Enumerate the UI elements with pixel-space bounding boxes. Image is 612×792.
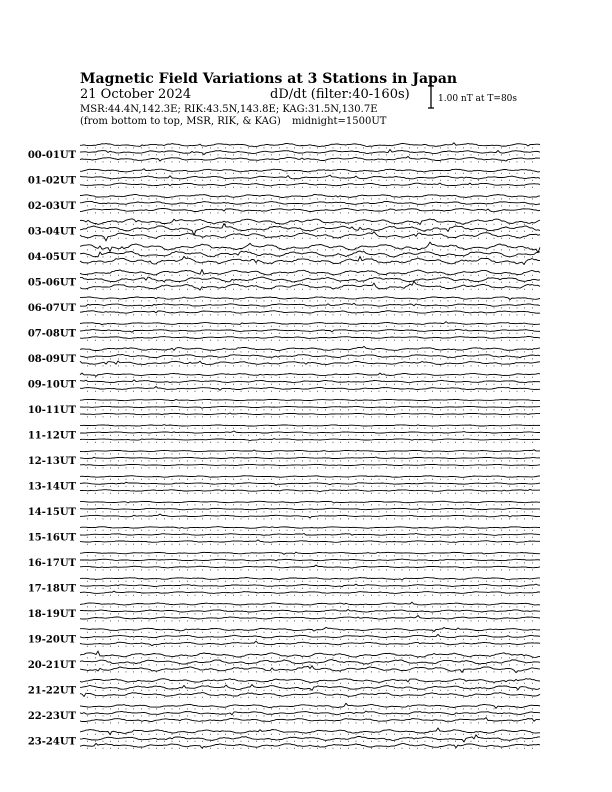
trace-msr-01-02UT <box>80 169 540 172</box>
trace-kag-21-22UT <box>80 693 540 697</box>
hour-label: 22-23UT <box>27 711 76 722</box>
trace-msr-02-03UT <box>80 194 540 197</box>
hour-label: 02-03UT <box>27 201 76 212</box>
chart-title: Magnetic Field Variations at 3 Stations in Japan <box>80 71 458 87</box>
trace-kag-07-08UT <box>80 337 540 339</box>
trace-kag-13-14UT <box>80 489 540 491</box>
trace-msr-19-20UT <box>80 627 540 631</box>
station-order-note: (from bottom to top, MSR, RIK, & KAG) <box>80 116 281 127</box>
trace-msr-23-24UT <box>80 728 540 734</box>
hour-label: 08-09UT <box>27 354 76 365</box>
hour-label: 05-06UT <box>27 277 76 289</box>
hour-label: 09-10UT <box>27 379 76 391</box>
trace-kag-11-12UT <box>80 439 540 441</box>
trace-rik-07-08UT <box>80 330 540 333</box>
trace-msr-09-10UT <box>80 373 540 376</box>
trace-kag-00-01UT <box>80 157 540 162</box>
trace-kag-18-19UT <box>80 616 540 620</box>
trace-rik-22-23UT <box>80 711 540 715</box>
hour-label: 15-16UT <box>27 532 76 544</box>
trace-msr-05-06UT <box>80 270 540 275</box>
hour-label: 01-02UT <box>27 175 76 187</box>
trace-rik-04-05UT <box>80 251 540 257</box>
hour-label: 20-21UT <box>27 660 76 671</box>
trace-rik-09-10UT <box>80 380 540 383</box>
hour-label: 13-14UT <box>27 481 76 493</box>
trace-rik-08-09UT <box>80 355 540 358</box>
trace-rik-13-14UT <box>80 482 540 485</box>
hour-label: 14-15UT <box>27 507 76 518</box>
station-coordinates: MSR:44.4N,142.3E; RIK:43.5N,143.8E; KAG:31.5N,130.7E <box>80 104 378 115</box>
hour-label: 21-22UT <box>27 685 76 697</box>
trace-kag-23-24UT <box>80 743 540 748</box>
hour-label: 10-11UT <box>27 405 76 416</box>
trace-msr-08-09UT <box>80 346 540 350</box>
trace-msr-06-07UT <box>80 297 540 300</box>
trace-kag-10-11UT <box>80 413 540 415</box>
trace-rik-10-11UT <box>80 406 540 408</box>
hour-label: 18-19UT <box>27 609 76 620</box>
scale-label: 1.00 nT at T=80s <box>438 94 518 104</box>
trace-rik-17-18UT <box>80 584 540 587</box>
trace-kag-19-20UT <box>80 641 540 646</box>
hour-label: 06-07UT <box>27 303 76 314</box>
hour-label: 11-12UT <box>27 430 76 442</box>
trace-msr-18-19UT <box>80 602 540 605</box>
hour-label: 12-13UT <box>27 456 76 467</box>
trace-kag-17-18UT <box>80 591 540 593</box>
trace-kag-09-10UT <box>80 387 540 391</box>
hour-label: 23-24UT <box>27 736 76 748</box>
trace-kag-03-04UT <box>80 232 540 241</box>
trace-kag-15-16UT <box>80 540 540 543</box>
trace-msr-07-08UT <box>80 322 540 325</box>
trace-kag-01-02UT <box>80 183 540 186</box>
trace-kag-16-17UT <box>80 565 540 568</box>
trace-rik-15-16UT <box>80 534 540 536</box>
trace-msr-11-12UT <box>80 425 540 427</box>
trace-rik-05-06UT <box>80 277 540 282</box>
chart-date: 21 October 2024 <box>80 87 192 102</box>
trace-msr-12-13UT <box>80 450 540 452</box>
trace-msr-00-01UT <box>80 143 540 147</box>
trace-rik-12-13UT <box>80 457 540 459</box>
trace-rik-16-17UT <box>80 559 540 561</box>
trace-rik-00-01UT <box>80 150 540 155</box>
midnight-note: midnight=1500UT <box>291 116 387 127</box>
trace-msr-21-22UT <box>80 679 540 683</box>
trace-kag-12-13UT <box>80 464 540 465</box>
trace-rik-21-22UT <box>80 685 540 691</box>
trace-kag-06-07UT <box>80 311 540 314</box>
hour-label: 16-17UT <box>27 558 76 569</box>
trace-msr-16-17UT <box>80 552 540 554</box>
trace-rik-18-19UT <box>80 610 540 613</box>
trace-msr-13-14UT <box>80 476 540 478</box>
trace-msr-04-05UT <box>80 242 540 252</box>
trace-kag-02-03UT <box>80 208 540 211</box>
trace-rik-19-20UT <box>80 634 540 637</box>
trace-kag-14-15UT <box>80 514 540 518</box>
trace-msr-17-18UT <box>80 578 540 581</box>
hour-label: 03-04UT <box>27 226 76 238</box>
trace-kag-22-23UT <box>80 718 540 722</box>
hour-label: 07-08UT <box>27 328 76 340</box>
trace-rik-20-21UT <box>80 660 540 665</box>
trace-msr-15-16UT <box>80 527 540 529</box>
trace-rik-01-02UT <box>80 175 540 179</box>
hour-label: 19-20UT <box>27 634 76 646</box>
trace-msr-03-04UT <box>80 219 540 225</box>
trace-msr-22-23UT <box>80 703 540 708</box>
trace-rik-11-12UT <box>80 431 540 433</box>
hour-label: 04-05UT <box>27 252 76 263</box>
trace-msr-10-11UT <box>80 399 540 400</box>
trace-rik-03-04UT <box>80 224 540 236</box>
hour-label: 17-18UT <box>27 583 76 595</box>
filter-label: dD/dt (filter:40-160s) <box>270 87 410 102</box>
hour-label: 00-01UT <box>27 150 76 161</box>
trace-rik-06-07UT <box>80 303 540 306</box>
trace-msr-14-15UT <box>80 501 540 503</box>
trace-kag-04-05UT <box>80 256 540 264</box>
trace-kag-08-09UT <box>80 361 540 365</box>
trace-rik-02-03UT <box>80 201 540 204</box>
trace-msr-20-21UT <box>80 651 540 657</box>
trace-rik-14-15UT <box>80 508 540 510</box>
